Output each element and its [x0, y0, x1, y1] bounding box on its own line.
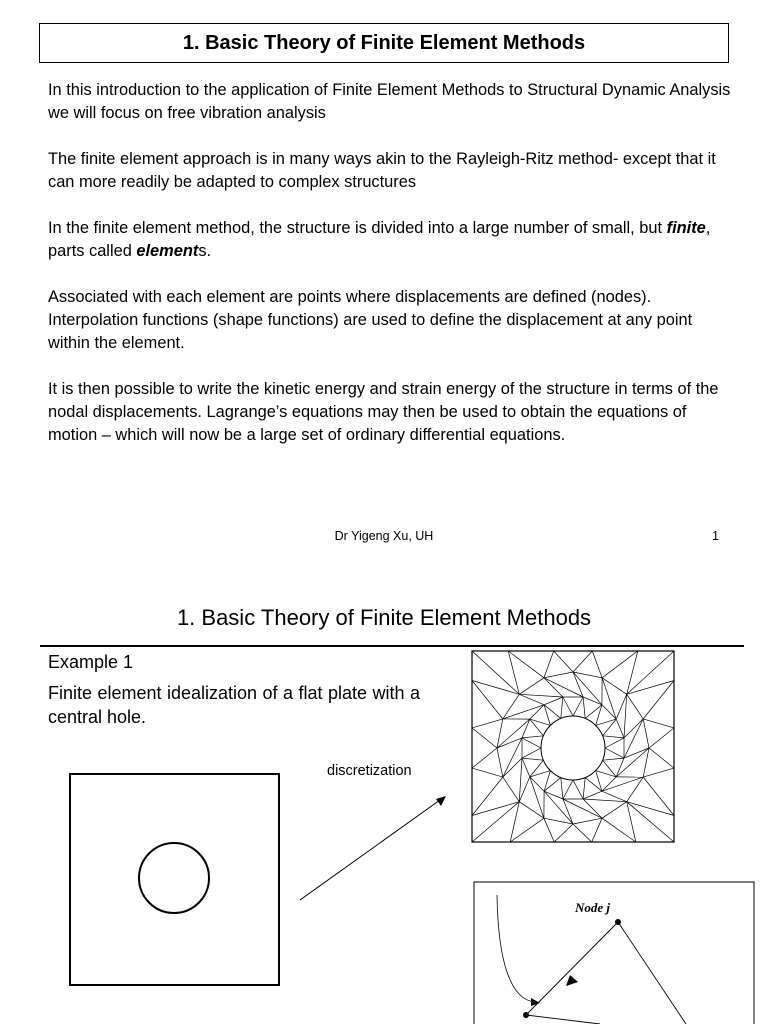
mesh-edge [602, 818, 636, 842]
finite-emphasis: finite [666, 219, 706, 237]
mesh-edge [649, 748, 674, 768]
footer-author: Dr Yigeng Xu, UH [334, 529, 434, 543]
slide1-title: 1. Basic Theory of Finite Element Methods [39, 23, 729, 63]
node-j-label: Node j [575, 900, 611, 915]
mesh-edge [624, 748, 649, 758]
mesh-edge [603, 736, 624, 738]
mesh-edge [563, 799, 602, 818]
mesh-edge [510, 802, 519, 842]
paragraph-5: It is then possible to write the kinetic energy and strain energy of the structure in terms of the nodal displacements. Lagrange’s equations may then be used to obtain the equations of motion – which will now be a large set of ordinary differential equations. [48, 380, 719, 444]
mesh-edge [624, 719, 643, 758]
mesh-edge [563, 799, 573, 824]
mesh-edge [519, 678, 544, 695]
mesh-hole [541, 716, 605, 780]
node-j-dot [615, 919, 621, 925]
mesh-edge [530, 771, 551, 777]
paragraph-4: Associated with each element are points where displacements are defined (nodes). Interpolation functions (shape functions) are used to define the displacement at any point within the element. [48, 288, 693, 352]
mesh-edge [585, 778, 602, 792]
zoom-curve [497, 895, 535, 1002]
mesh-edge [603, 760, 617, 777]
mesh-edge [643, 719, 649, 748]
mesh-edge [544, 705, 550, 726]
mesh-edge [627, 802, 674, 816]
footer-page-number: 1 [712, 529, 719, 543]
paragraph-2: The finite element approach is in many ways akin to the Rayleigh-Ritz method- except that it can more readily be adapted to complex structures [48, 150, 716, 191]
mesh-edge [563, 697, 573, 716]
mesh-edge [522, 758, 530, 777]
mesh-elements [472, 651, 674, 842]
mesh-edge [583, 697, 602, 705]
mesh-edge [592, 818, 602, 842]
mesh-edge [554, 824, 573, 842]
mesh-edge [472, 802, 519, 816]
mesh-edge [530, 719, 551, 725]
mesh-edge [627, 802, 636, 842]
mesh-edge [573, 697, 583, 716]
paragraph-3-text-b: , parts called [48, 219, 711, 260]
element-edge-bottom [526, 1015, 600, 1024]
mesh-edge [472, 681, 503, 719]
mesh-edge [561, 778, 563, 799]
mesh-edge [530, 719, 544, 736]
paragraph-3-text-a: In the finite element method, the structure is divided into a large number of small, but [48, 219, 667, 237]
mesh-edge [624, 694, 627, 738]
discretization-arrow-line [300, 800, 440, 900]
mesh-edge [510, 818, 544, 842]
mesh-edge [563, 780, 573, 799]
mesh-edge [627, 802, 674, 842]
mesh-edge [573, 818, 602, 824]
mesh-border [472, 651, 674, 842]
example-label: Example 1 [48, 652, 134, 672]
mesh-edge [616, 719, 624, 738]
mesh-edge [561, 697, 563, 718]
element-edge-arrow [566, 975, 578, 986]
fe-mesh [472, 651, 674, 842]
mesh-edge [643, 777, 674, 815]
mesh-edge [544, 771, 550, 792]
mesh-edge [503, 705, 544, 719]
discretization-arrow-head [436, 796, 446, 806]
mesh-edge [472, 802, 519, 842]
mesh-edge [508, 651, 519, 694]
mesh-edge [602, 777, 643, 791]
mesh-edge [472, 748, 497, 768]
mesh-edge [616, 758, 624, 777]
mesh-edge [602, 651, 638, 678]
mesh-edge [605, 738, 624, 748]
mesh-edge [643, 719, 674, 728]
element-emphasis: element [136, 242, 199, 260]
mesh-edge [522, 758, 543, 760]
mesh-edge [503, 738, 522, 777]
mesh-edge [596, 705, 602, 726]
mesh-edge [602, 802, 627, 819]
mesh-edge [627, 694, 644, 719]
flat-plate [70, 774, 279, 985]
paragraph-1: In this introduction to the application of Finite Element Methods to Structural Dynamic Analysis we will focus on free vibration analysis [48, 81, 731, 122]
mesh-edge [554, 651, 573, 672]
mesh-edge [472, 651, 519, 694]
mesh-edge [583, 799, 627, 802]
mesh-edge [508, 651, 544, 678]
node-i-dot [523, 1012, 529, 1018]
mesh-edge [603, 758, 624, 760]
mesh-edge [583, 697, 585, 718]
mesh-edge [592, 651, 602, 678]
mesh-edge [643, 768, 674, 777]
element-edge-right [618, 922, 690, 1024]
mesh-edge [627, 651, 674, 694]
central-hole [139, 843, 209, 913]
mesh-edge [472, 728, 497, 748]
element-edge-left [526, 922, 618, 1015]
mesh-edge [583, 778, 585, 799]
mesh-edge [544, 705, 561, 719]
paragraph-3-text-c: s. [198, 242, 212, 260]
element-detail-box [474, 882, 754, 1024]
mesh-edge [519, 758, 522, 802]
mesh-edge [544, 651, 554, 678]
mesh-edge [544, 778, 561, 792]
mesh-edge [603, 719, 617, 736]
mesh-edge [573, 824, 592, 842]
mesh-edge [522, 738, 541, 748]
mesh-edge [544, 678, 583, 697]
mesh-edge [627, 777, 644, 802]
mesh-edge [544, 672, 573, 678]
mesh-edge [472, 768, 503, 777]
mesh-edge [605, 748, 624, 758]
mesh-edge [602, 678, 627, 695]
mesh-edge [573, 672, 583, 697]
mesh-edge [544, 791, 563, 799]
mesh-edge [519, 802, 544, 819]
mesh-edge [472, 719, 503, 728]
mesh-edge [596, 771, 602, 792]
mesh-edge [522, 736, 543, 738]
mesh-edge [643, 681, 674, 719]
mesh-edge [522, 748, 541, 758]
mesh-edge [602, 678, 616, 719]
example-description: Finite element idealization of a flat plate with a central hole. [48, 683, 420, 727]
mesh-edge [522, 719, 530, 738]
slide2-title: 1. Basic Theory of Finite Element Methods [176, 605, 592, 630]
mesh-edge [627, 651, 638, 694]
mesh-edge [583, 799, 602, 818]
mesh-edge [585, 705, 602, 719]
mesh-edge [497, 748, 503, 777]
mesh-edge [544, 697, 563, 705]
mesh-edge [472, 777, 503, 815]
mesh-edge [624, 719, 643, 738]
mesh-edge [497, 738, 522, 748]
mesh-edge [530, 777, 544, 818]
mesh-edge [544, 678, 563, 697]
mesh-edge [544, 818, 554, 842]
mesh-edge [503, 758, 522, 777]
mesh-edge [583, 791, 602, 799]
mesh-edge [596, 719, 617, 725]
mesh-edge [596, 771, 617, 777]
discretization-label: discretization [327, 763, 412, 779]
mesh-edge [530, 760, 544, 777]
mesh-edge [573, 780, 583, 799]
mesh-edge [649, 728, 674, 748]
mesh-edge [503, 694, 520, 719]
mesh-edge [503, 777, 520, 802]
mesh-edge [573, 651, 592, 672]
mesh-edge [519, 694, 563, 697]
